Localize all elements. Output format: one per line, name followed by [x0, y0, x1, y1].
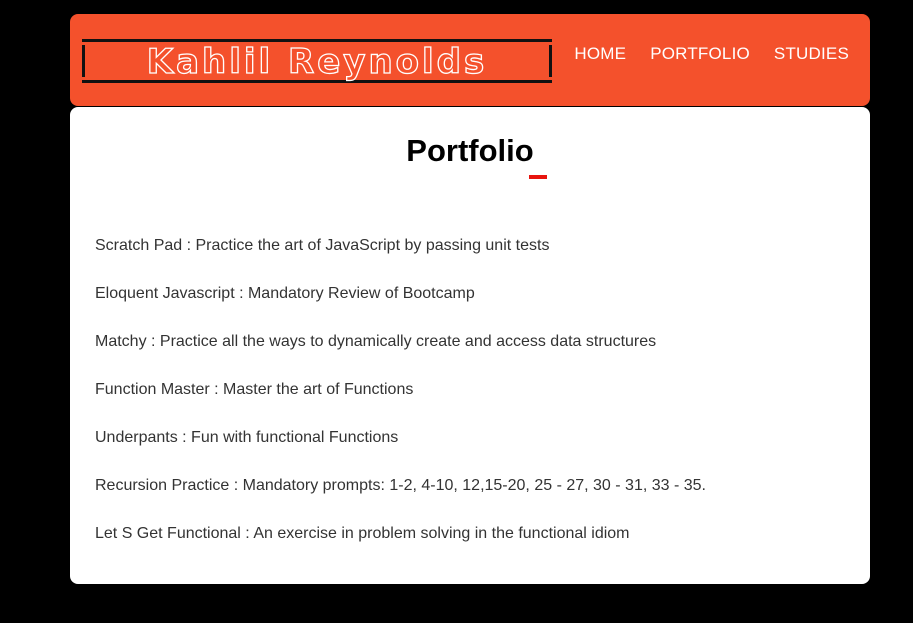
site-logo[interactable]: [82, 39, 552, 83]
page-title: [406, 133, 533, 169]
nav-home-link[interactable]: HOME: [574, 44, 627, 63]
nav-portfolio-link[interactable]: PORTFOLIO: [650, 44, 750, 63]
project-list: [95, 234, 706, 570]
site-header: [70, 14, 870, 106]
project-item-scratch-pad: Scratch Pad : Practice the art of JavaScript by passing unit tests: [95, 237, 550, 254]
project-item-matchy: Matchy : Practice all the ways to dynamically create and access data structures: [95, 333, 657, 350]
page-title-container: [70, 133, 870, 169]
project-item-eloquent-javascript: Eloquent Javascript : Mandatory Review of Bootcamp: [95, 285, 475, 302]
nav-studies-link[interactable]: STUDIES: [773, 44, 849, 63]
project-item-underpants: Underpants : Fun with functional Functions: [95, 429, 399, 446]
title-underline-accent: [529, 175, 547, 179]
project-item-lets-get-functional: Let S Get Functional : An exercise in problem solving in the functional idiom: [95, 525, 630, 542]
logo-wordmark: [82, 42, 552, 82]
portfolio-card: [70, 107, 870, 584]
project-item-function-master: Function Master : Master the art of Functions: [95, 381, 414, 398]
main-nav: [574, 44, 849, 64]
page-title-text: Portfolio: [406, 133, 534, 168]
logo-text: Kahlil Reynolds: [146, 42, 488, 82]
project-item-recursion-practice: Recursion Practice : Mandatory prompts: 1-2, 4-10, 12,15-20, 25 - 27, 30 - 31, 33 - 35.: [95, 477, 706, 494]
